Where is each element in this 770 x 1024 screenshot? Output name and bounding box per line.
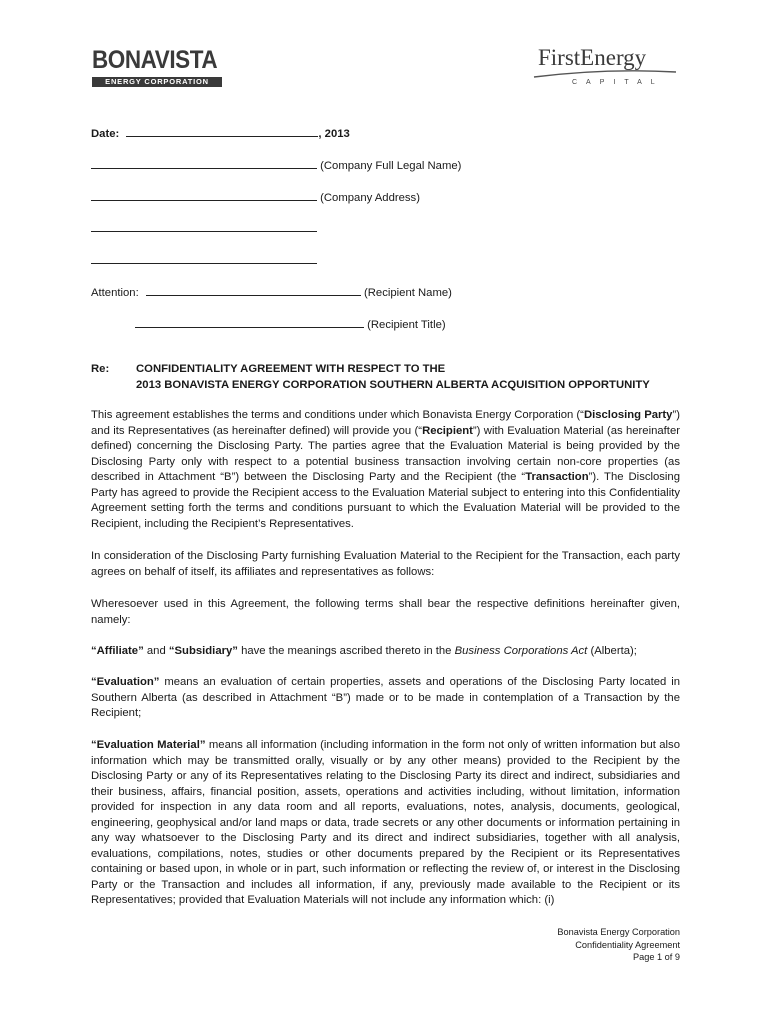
company-address-label: (Company Address) <box>320 192 420 204</box>
recipient-title-label: (Recipient Title) <box>367 319 446 331</box>
subsidiary-term: “Subsidiary” <box>168 645 238 657</box>
footer-page-number: Page 1 of 9 <box>633 952 680 963</box>
re-label: Re: <box>91 363 110 375</box>
company-address-field[interactable] <box>91 189 317 201</box>
transaction-term: Transaction <box>525 471 589 484</box>
evaluation-text: means an evaluation of certain properties, assets and operations of the Disclosing Party located in Southern Alberta (as described in Attachment “B”) made or to be made in contemplation of a Transaction by the Recipient; <box>91 676 680 720</box>
bonavista-logo <box>92 46 224 90</box>
date-suffix: , 2013 <box>318 128 350 140</box>
act-name: Business Corporations Act <box>454 645 588 657</box>
company-address-row <box>91 189 420 205</box>
affiliate-and: and <box>143 645 169 657</box>
attention-label: Attention: <box>91 287 139 299</box>
firstenergy-logo <box>530 46 680 92</box>
affiliate-text: have the meanings ascribed thereto in the <box>237 645 455 657</box>
affiliate-definition <box>91 644 680 660</box>
address-line-2-field[interactable] <box>91 220 317 232</box>
attention-row <box>91 284 452 300</box>
date-row <box>91 125 350 141</box>
date-label: Date: <box>91 128 120 140</box>
company-name-label: (Company Full Legal Name) <box>320 160 462 172</box>
re-line-1: CONFIDENTIALITY AGREEMENT WITH RESPECT TO THE <box>136 363 446 375</box>
affiliate-term: “Affiliate” <box>91 645 144 657</box>
firstenergy-wordmark: FirstEnergy <box>538 45 647 70</box>
evaluation-material-definition <box>91 738 680 909</box>
footer-document: Confidentiality Agreement <box>575 939 680 950</box>
evaluation-material-text: means all information (including information in the form not only of written information but also information which may be transmitted orally, visually or by any other means) provided to the Recipient by the Disclosing Party or any of its Representatives relating to the Disclosing Party its direct and indirect, subsidiaries and their business, affairs, financial position, assets, operations and activities including, without limitation, information provided for inspection in any data room and all reports, evaluations, notes, analysis, documents, geological, engineering, geophysical and/or land maps or data, trade secrets or any other documents or information pertaining in any way whatsoever to the Disclosing Party and its direct and indirect subsidiaries, together with all analysis, evaluations, compilations, notes, studies or other documents prepared by the Recipient or its Representatives containing or based upon, in whole or in part, such information or reflecting the review of, or interest in the Disclosing Party or the Transaction and includes all information, if any, previously made available to the Recipient or its Representatives; provided that Evaluation Materials will not include any information which: (i) <box>91 739 680 907</box>
firstenergy-tagline: CAPITAL <box>572 79 664 86</box>
bonavista-tagline: ENERGY CORPORATION <box>92 77 222 87</box>
intro-text-2: ”) and its Representatives (as hereinafter defined) will provide you (“ <box>91 409 680 437</box>
re-line-2: 2013 BONAVISTA ENERGY CORPORATION SOUTHERN ALBERTA ACQUISITION OPPORTUNITY <box>136 378 650 391</box>
consideration-paragraph: In consideration of the Disclosing Party furnishing Evaluation Material to the Recipient for the Transaction, each party agrees on behalf of itself, its affiliates and representatives as follows: <box>91 550 680 578</box>
affiliate-end: (Alberta); <box>587 645 637 657</box>
company-name-field[interactable] <box>91 157 317 169</box>
company-name-row <box>91 157 461 173</box>
page-footer <box>557 926 680 964</box>
recipient-name-label: (Recipient Name) <box>364 287 452 299</box>
evaluation-definition <box>91 675 680 722</box>
evaluation-term: “Evaluation” <box>91 676 160 688</box>
intro-paragraph <box>91 408 680 532</box>
address-line-2-row <box>91 220 317 236</box>
intro-text-4: ”). The Disclosing Party has agreed to provide the Recipient access to the Evaluation Material subject to entering into this Confidentiality Agreement setting forth the terms and conditions pursuant to which the Evaluation Material will be provided to the Recipient, including the Recipient’s Representatives. <box>91 471 681 530</box>
intro-text-3: ”) with Evaluation Material (as hereinafter defined) concerning the Disclosing Party. The parties agree that the Evaluation Material is being provided by the Disclosing Party only with respect to a potential business transaction involving certain non-core properties (as described in Attachment “B”) between the Disclosing Party and the Recipient (the “ <box>91 424 680 484</box>
recipient-name-field[interactable] <box>146 284 361 296</box>
address-line-3-field[interactable] <box>91 252 317 264</box>
evaluation-material-term: “Evaluation Material” <box>91 739 206 751</box>
recipient-term: Recipient <box>422 424 473 437</box>
recipient-title-row <box>135 316 446 332</box>
recipient-title-field[interactable] <box>135 316 364 328</box>
intro-text-1: This agreement establishes the terms and conditions under which Bonavista Energy Corporation (“ <box>91 409 584 421</box>
disclosing-party-term: Disclosing Party <box>583 409 673 421</box>
footer-company: Bonavista Energy Corporation <box>557 927 680 937</box>
address-line-3-row <box>91 252 317 268</box>
bonavista-wordmark: BONAVISTA <box>92 46 218 74</box>
date-field[interactable] <box>126 125 318 137</box>
definitions-intro-paragraph: Wheresoever used in this Agreement, the following terms shall bear the respective definitions hereinafter given, namely: <box>91 598 680 626</box>
